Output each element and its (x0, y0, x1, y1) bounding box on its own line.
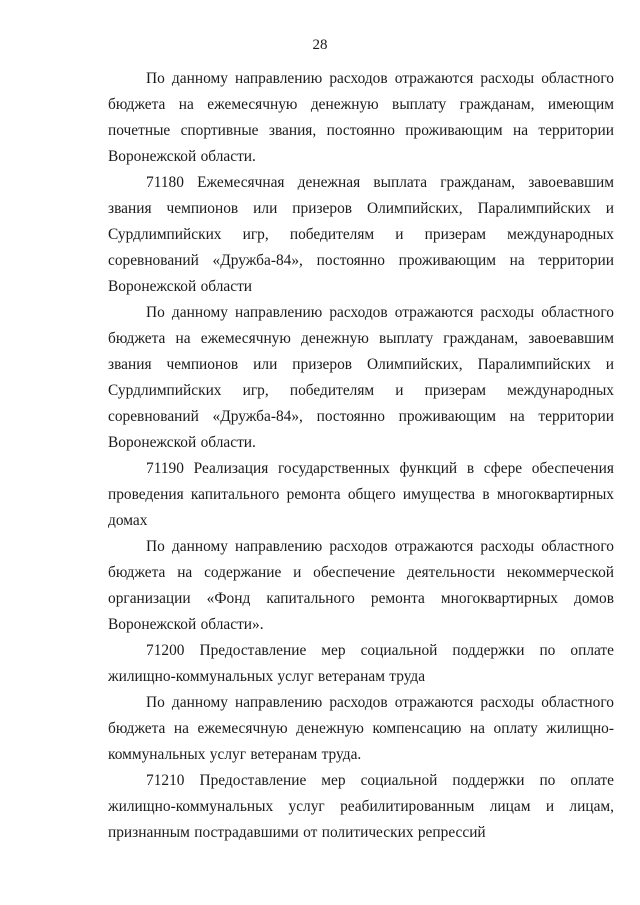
paragraph-code-71180-description: По данному направлению расходов отражаются расходы областного бюджета на ежемесячную денежную выплату гражданам, завоевавшим звания чемпионов или призеров Олимпийских, Паралимпийских и Сурдлимпийских игр, победителям и призерам международных соревнований «Дружба-84», постоянно проживающим на территории Воронежской области. (108, 304, 614, 451)
paragraph-code-71180-heading: 71180 Ежемесячная денежная выплата гражданам, завоевавшим звания чемпионов или призеров Олимпийских, Паралимпийских и Сурдлимпийских игр, победителям и призерам международных соревнований «Дружба-84», постоянно проживающим на территории Воронежской области (108, 174, 614, 295)
paragraph-code-71190-heading: 71190 Реализация государственных функций в сфере обеспечения проведения капитального ремонта общего имущества в многоквартирных домах (108, 460, 614, 529)
page-number: 28 (312, 37, 328, 53)
document-body (108, 66, 614, 846)
paragraph-code-71200-description: По данному направлению расходов отражаются расходы областного бюджета на ежемесячную денежную компенсацию на оплату жилищно-коммунальных услуг ветеранам труда. (108, 694, 614, 763)
paragraph-code-71190-description: По данному направлению расходов отражаются расходы областного бюджета на содержание и обеспечение деятельности некоммерческой организации «Фонд капитального ремонта многоквартирных домов Воронежской области». (108, 538, 614, 633)
paragraph-sports-titles-payment-description: По данному направлению расходов отражаются расходы областного бюджета на ежемесячную денежную выплату гражданам, имеющим почетные спортивные звания, постоянно проживающим на территории Воронежской области. (108, 70, 614, 165)
paragraph-code-71200-heading: 71200 Предоставление мер социальной поддержки по оплате жилищно-коммунальных услуг ветеранам труда (108, 642, 614, 685)
paragraph-code-71210-heading: 71210 Предоставление мер социальной поддержки по оплате жилищно-коммунальных услуг реабилитированным лицам и лицам, признанным пострадавшими от политических репрессий (108, 772, 614, 841)
